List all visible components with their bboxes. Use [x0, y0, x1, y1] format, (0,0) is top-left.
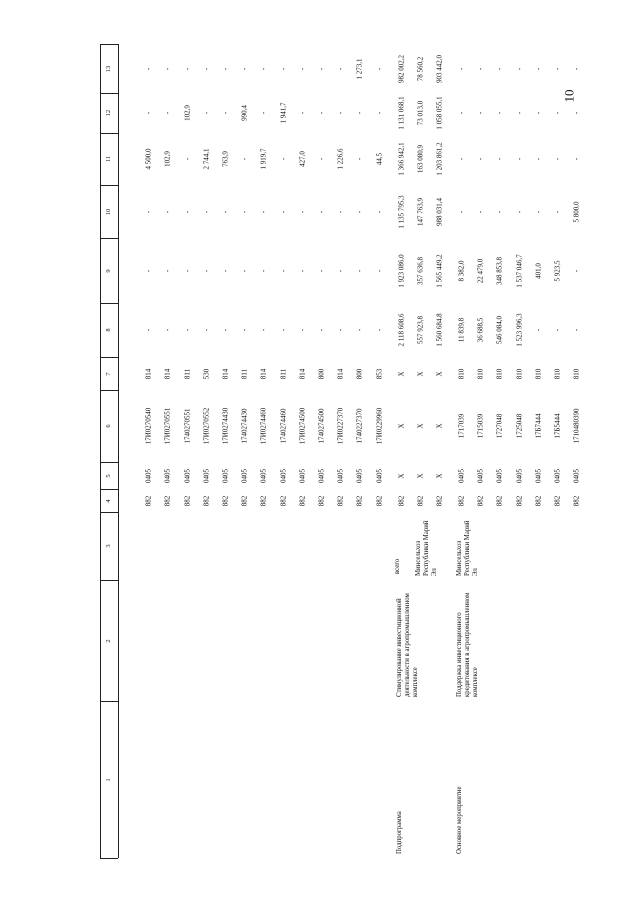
table-cell: - — [240, 67, 249, 70]
table-cell: 5 800,0 — [572, 201, 581, 222]
table-cell: - — [259, 111, 268, 115]
column-header: 6 — [104, 424, 112, 428]
table-cell: 990,4 — [240, 105, 249, 121]
table-cell: 17И0270552 — [202, 407, 211, 445]
table-cell: 17И0229960 — [375, 407, 384, 445]
table-cell: 1 560 684,8 — [435, 313, 444, 347]
table-cell: - — [221, 111, 230, 115]
table-cell: - — [279, 67, 288, 70]
table-cell: - — [298, 269, 307, 272]
table-cell: X — [397, 472, 406, 479]
table-cell: - — [534, 328, 543, 332]
column-header: 9 — [104, 268, 112, 273]
table-cell: - — [355, 210, 364, 213]
table-cell: 102,9 — [183, 105, 192, 121]
table-cell: - — [163, 111, 172, 115]
table-cell: 1740274460 — [279, 408, 288, 444]
table-cell: - — [240, 210, 249, 213]
table-cell: - — [534, 67, 543, 70]
table-cell: 800 — [355, 368, 364, 379]
table-cell: - — [279, 269, 288, 272]
column-separator — [100, 185, 118, 186]
table-cell: 0405 — [553, 468, 562, 483]
column-header: 7 — [104, 371, 112, 376]
table-cell: 8 382,0 — [457, 260, 466, 281]
table-cell: 5 923,5 — [553, 260, 562, 281]
column-separator — [100, 238, 118, 239]
table-cell: - — [515, 210, 524, 213]
table-cell: - — [317, 67, 326, 70]
table-cell: X — [416, 423, 425, 429]
table-cell: - — [202, 269, 211, 272]
table-cell: 882 — [572, 495, 581, 506]
column-header: 12 — [104, 109, 112, 117]
table-cell: - — [183, 269, 192, 272]
table-cell: - — [221, 210, 230, 213]
table-cell: 0405 — [317, 468, 326, 483]
header-line-right — [118, 44, 119, 858]
table-cell: 17И0274460 — [259, 407, 268, 445]
table-cell: - — [183, 67, 192, 70]
table-cell: - — [336, 269, 345, 272]
column-header: 3 — [104, 544, 112, 548]
table-cell: 1 366 942,1 — [397, 142, 406, 176]
table-cell: - — [259, 67, 268, 70]
table-cell: - — [259, 269, 268, 272]
table-cell: 903 442,0 — [435, 54, 444, 83]
column-separator — [100, 858, 118, 859]
table-cell: 530 — [202, 368, 211, 379]
table-cell: - — [240, 328, 249, 332]
column-separator — [100, 512, 118, 513]
column-separator — [100, 357, 118, 358]
table-cell: 0405 — [515, 468, 524, 483]
table-cell: - — [495, 111, 504, 115]
table-cell: 546 084,0 — [495, 316, 504, 344]
table-cell: - — [317, 111, 326, 115]
column-separator — [100, 580, 118, 581]
table-cell: 557 923,8 — [416, 316, 425, 344]
table-cell: 0405 — [457, 468, 466, 483]
table-cell: 1 565 449,2 — [435, 253, 444, 288]
table-cell: 17И0270540 — [144, 407, 153, 445]
table-cell: 882 — [336, 495, 345, 506]
table-cell: X — [435, 472, 444, 479]
table-cell: - — [298, 111, 307, 115]
table-cell: 814 — [163, 368, 172, 379]
organization-label: Минсельхоз Республики Марий Эл — [456, 520, 479, 576]
table-cell: 810 — [534, 368, 543, 379]
table-cell: - — [375, 210, 384, 213]
table-cell: 1 273,1 — [355, 58, 364, 79]
table-cell: 800 — [317, 368, 326, 379]
column-header: 11 — [104, 155, 112, 163]
table-cell: 814 — [144, 368, 153, 379]
column-header: 2 — [104, 638, 112, 643]
table-cell: - — [495, 157, 504, 161]
table-cell: - — [553, 111, 562, 115]
column-separator — [100, 390, 118, 391]
table-cell: 1715039 — [476, 413, 485, 439]
table-cell: - — [221, 67, 230, 70]
table-cell: 0405 — [279, 468, 288, 483]
table-cell: - — [240, 157, 249, 161]
table-cell: - — [317, 328, 326, 332]
table-cell: X — [435, 370, 444, 377]
table-cell: - — [279, 157, 288, 161]
table-cell: 0405 — [240, 468, 249, 483]
table-cell: - — [375, 67, 384, 70]
table-cell: - — [515, 67, 524, 70]
table-cell: 357 636,8 — [416, 256, 425, 285]
table-cell: - — [534, 111, 543, 115]
table-cell: 2 744,1 — [202, 148, 211, 170]
table-cell: 0405 — [572, 468, 581, 483]
table-cell: - — [355, 157, 364, 161]
table-cell: 882 — [183, 495, 192, 506]
table-cell: 0405 — [476, 468, 485, 483]
table-cell: - — [572, 67, 581, 70]
table-cell: 0405 — [336, 468, 345, 483]
table-cell: X — [397, 423, 406, 429]
table-cell: 882 — [163, 495, 172, 506]
table-cell: - — [534, 210, 543, 213]
table-cell: 1 923 086,0 — [397, 253, 406, 288]
table-cell: 814 — [221, 368, 230, 379]
table-cell: 882 — [397, 495, 406, 506]
table-cell: - — [515, 157, 524, 161]
column-header: 10 — [104, 208, 112, 215]
table-cell: - — [553, 328, 562, 332]
table-cell: 0405 — [144, 468, 153, 483]
table-cell: 401,0 — [534, 262, 543, 279]
table-cell: 882 — [457, 495, 466, 506]
table-cell: 814 — [259, 368, 268, 379]
table-cell: 0405 — [183, 468, 192, 483]
header-line-left — [100, 44, 101, 858]
table-cell: 882 — [476, 495, 485, 506]
table-cell: 0405 — [355, 468, 364, 483]
program-type-label: Подпрограмма — [395, 811, 403, 854]
table-cell: 811 — [183, 368, 192, 379]
table-cell: - — [144, 210, 153, 213]
column-header: 8 — [104, 328, 112, 332]
column-separator — [100, 133, 118, 134]
table-cell: 17И0274500 — [298, 407, 307, 445]
table-cell: 4 500,0 — [144, 148, 153, 170]
table-cell: - — [476, 157, 485, 161]
table-cell: 17Б7444 — [534, 413, 543, 439]
table-cell: - — [298, 210, 307, 213]
table-cell: - — [144, 67, 153, 70]
column-header: 1 — [104, 777, 112, 782]
table-cell: 36 688,5 — [476, 317, 485, 343]
table-cell: 1 131 068,1 — [397, 96, 406, 130]
table-cell: - — [534, 157, 543, 161]
table-cell: - — [553, 67, 562, 70]
table-cell: - — [317, 157, 326, 161]
table-cell: 0405 — [298, 468, 307, 483]
table-cell: - — [221, 269, 230, 272]
table-cell: 988 031,4 — [435, 197, 444, 226]
table-cell: - — [163, 328, 172, 332]
table-cell: - — [298, 328, 307, 332]
table-cell: 882 — [515, 495, 524, 506]
table-cell: 17И0227370 — [336, 407, 345, 445]
table-cell: 811 — [240, 368, 249, 379]
table-cell: - — [495, 210, 504, 213]
measure-type-label: Основное мероприятие — [456, 786, 463, 854]
table-cell: 1710480390 — [572, 408, 581, 444]
table-cell: X — [416, 472, 425, 479]
table-cell: 78 560,2 — [416, 56, 425, 81]
table-cell: 0405 — [495, 468, 504, 483]
table-cell: 0405 — [202, 468, 211, 483]
table-cell: 22 479,0 — [476, 258, 485, 283]
table-cell: 882 — [534, 495, 543, 506]
table-cell: X — [416, 370, 425, 377]
table-cell: - — [355, 328, 364, 332]
table-cell: - — [457, 67, 466, 70]
table-cell: 17И0274430 — [221, 407, 230, 445]
table-cell: - — [515, 111, 524, 115]
table-cell: - — [457, 111, 466, 115]
table-cell: - — [476, 67, 485, 70]
table-cell: 882 — [259, 495, 268, 506]
table-cell: 348 853,8 — [495, 256, 504, 285]
table-cell: 763,9 — [221, 151, 230, 167]
table-cell: 163 080,9 — [416, 145, 425, 173]
table-cell: - — [183, 328, 192, 332]
table-cell: 1740227370 — [355, 408, 364, 444]
table-cell: - — [457, 157, 466, 161]
table-cell: 1 523 996,3 — [515, 313, 524, 347]
table-cell: - — [476, 210, 485, 213]
column-header: 4 — [104, 498, 112, 503]
column-header: 13 — [104, 65, 112, 72]
table-cell: 810 — [495, 368, 504, 379]
table-cell: 814 — [336, 368, 345, 379]
table-cell: - — [317, 269, 326, 272]
table-cell: 853 — [375, 368, 384, 379]
table-cell: - — [317, 210, 326, 213]
table-cell: 102,9 — [163, 151, 172, 167]
table-cell: 882 — [416, 495, 425, 506]
table-cell: - — [375, 111, 384, 115]
table-cell: 811 — [279, 368, 288, 379]
table-cell: 1740274500 — [317, 408, 326, 444]
table-cell: 882 — [298, 495, 307, 506]
table-cell: 427,0 — [298, 151, 307, 167]
table-cell: 810 — [515, 368, 524, 379]
table-cell: 1 203 861,2 — [435, 142, 444, 176]
table-cell: 810 — [553, 368, 562, 379]
table-cell: 1727048 — [495, 413, 504, 439]
table-cell: - — [572, 157, 581, 161]
table-cell: - — [202, 67, 211, 70]
table-cell: - — [259, 328, 268, 332]
table-cell: 1 058 055,1 — [435, 96, 444, 130]
table-cell: 982 002,2 — [397, 54, 406, 83]
table-cell: X — [435, 423, 444, 429]
table-cell: 73 013,0 — [416, 100, 425, 126]
table-cell: - — [202, 210, 211, 213]
table-cell: - — [163, 269, 172, 272]
table-cell: 1 226,6 — [336, 148, 345, 170]
table-cell: - — [572, 111, 581, 115]
table-cell: - — [298, 67, 307, 70]
organization-label: Минсельхоз Республики Марий Эл — [414, 520, 438, 576]
table-cell: - — [144, 328, 153, 332]
table-cell: 882 — [202, 495, 211, 506]
table-cell: - — [240, 269, 249, 272]
table-cell: - — [221, 328, 230, 332]
table-cell: 1725048 — [515, 413, 524, 439]
table-cell: 0405 — [534, 468, 543, 483]
table-cell: - — [336, 328, 345, 332]
program-name-label: Стимулирование инвестиционной деятельности в агропромышленном комплексе — [395, 593, 419, 697]
table-cell: - — [355, 111, 364, 115]
table-cell: - — [259, 210, 268, 213]
column-header: 5 — [104, 473, 112, 478]
table-cell: 1740274430 — [240, 408, 249, 444]
table-cell: - — [572, 328, 581, 332]
table-cell: 1 919,7 — [259, 148, 268, 170]
table-cell: - — [144, 111, 153, 115]
table-cell: 882 — [553, 495, 562, 506]
table-cell: - — [457, 210, 466, 213]
table-cell: 882 — [240, 495, 249, 506]
table-cell: - — [163, 210, 172, 213]
table-cell: 882 — [495, 495, 504, 506]
table-cell: - — [375, 328, 384, 332]
table-cell: 0405 — [375, 468, 384, 483]
column-separator — [100, 93, 118, 94]
table-cell: - — [336, 210, 345, 213]
table-cell: 810 — [457, 368, 466, 379]
table-cell: 810 — [572, 368, 581, 379]
table-cell: 1 135 795,3 — [397, 194, 406, 229]
table-cell: 882 — [375, 495, 384, 506]
table-cell: - — [336, 67, 345, 70]
measure-name-label: Поддержка инвестиционного кредитования в агропромышленном комплексе — [456, 592, 479, 697]
column-separator — [100, 701, 118, 702]
column-separator — [100, 489, 118, 490]
table-cell: - — [553, 210, 562, 213]
table-cell: 0405 — [221, 468, 230, 483]
page-number: 10 — [561, 89, 577, 103]
table-cell: 1740270551 — [183, 408, 192, 444]
table-cell: - — [183, 210, 192, 213]
table-cell: 0405 — [259, 468, 268, 483]
table-cell: - — [183, 157, 192, 161]
table-cell: 2 118 608,6 — [397, 313, 406, 347]
table-cell: - — [202, 111, 211, 115]
table-cell: 814 — [298, 368, 307, 379]
table-cell: 882 — [435, 495, 444, 506]
table-cell: 810 — [476, 368, 485, 379]
table-cell: - — [375, 269, 384, 272]
table-cell: 882 — [144, 495, 153, 506]
table-cell: 17И0270551 — [163, 407, 172, 445]
table-cell: - — [572, 269, 581, 272]
table-cell: 11 839,8 — [457, 317, 466, 343]
table-cell: 1717039 — [457, 413, 466, 439]
table-cell: - — [279, 328, 288, 332]
table-cell: - — [144, 269, 153, 272]
table-cell: 1 941,7 — [279, 102, 288, 124]
column-separator — [100, 303, 118, 304]
table-cell: 147 763,9 — [416, 197, 425, 226]
total-label: всего — [393, 558, 401, 574]
table-cell: - — [476, 111, 485, 115]
table-cell: - — [279, 210, 288, 213]
table-cell: - — [202, 328, 211, 332]
table-cell: 882 — [221, 495, 230, 506]
table-cell: - — [336, 111, 345, 115]
table-cell: 882 — [317, 495, 326, 506]
table-cell: - — [495, 67, 504, 70]
table-cell: 17Б5444 — [553, 413, 562, 439]
table-cell: 1 537 046,7 — [515, 253, 524, 288]
table-cell: - — [163, 67, 172, 70]
table-cell: 0405 — [163, 468, 172, 483]
table-cell: 44,5 — [375, 152, 384, 166]
column-separator — [100, 44, 118, 45]
table-cell: - — [355, 269, 364, 272]
table-cell: - — [553, 157, 562, 161]
column-separator — [100, 462, 118, 463]
table-cell: 882 — [279, 495, 288, 506]
table-cell: X — [397, 370, 406, 377]
table-cell: 882 — [355, 495, 364, 506]
